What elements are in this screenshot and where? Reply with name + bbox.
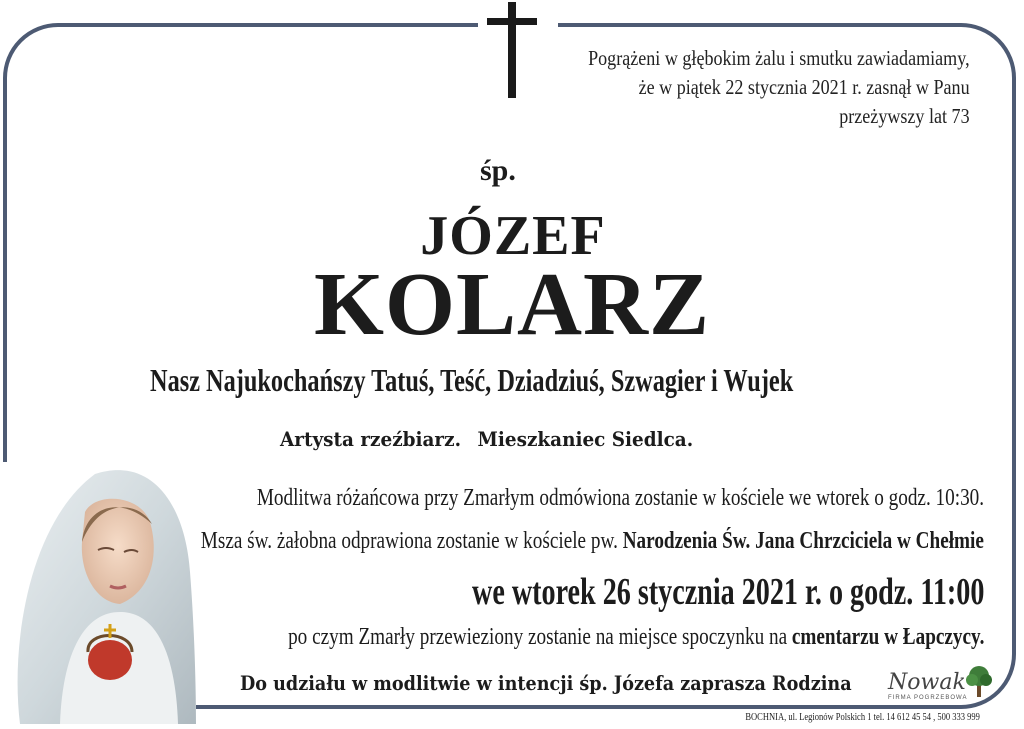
footer-contact: BOCHNIA, ul. Legionów Polskich 1 tel. 14 612 45 54 , 500 333 999 [745,712,980,723]
cross-icon [508,2,516,98]
last-name: KOLARZ [313,255,711,354]
tree-icon [964,664,994,698]
logo-subtitle: FIRMA POGRZEBOWA [888,695,968,701]
relations-line: Nasz Najukochańszy Tatuś, Teść, Dziadziuś, Szwagier i Wujek [150,362,794,398]
logo-name: Nowak [888,670,966,695]
intro-line-1: Pogrążeni w głębokim żalu i smutku zawiadamiamy, [588,46,970,70]
mass-line [201,528,984,555]
intro-line-2: że w piątek 22 stycznia 2021 r. zasnął w Panu [638,75,970,99]
residence: Mieszkaniec Siedlca. [477,427,694,451]
burial-line [288,624,984,651]
honorific: śp. [480,154,516,187]
church-name: Narodzenia Św. Jana Chrzciciela w Chełmie [622,528,984,554]
first-name: JÓZEF [420,205,606,267]
virgin-mary-image [0,462,196,724]
profession-line [280,427,693,451]
invitation-line: Do udziału w modlitwie w intencji śp. Józefa zaprasza Rodzina [240,671,852,695]
funeral-home-logo [884,664,994,706]
burial-prefix: po czym Zmarły przewieziony zostanie na miejsce spoczynku na [287,624,787,650]
intro-line-3: przeżywszy lat 73 [839,104,970,128]
mass-prefix: Msza św. żałobna odprawiona zostanie w kościele pw. [200,528,618,554]
rosary-line: Modlitwa różańcowa przy Zmarłym odmówiona zostanie w kościele we wtorek o godz. 10:30. [256,485,984,511]
intro-text [588,44,970,131]
mass-datetime: we wtorek 26 stycznia 2021 r. o godz. 11:00 [471,571,984,613]
cross-bar [487,18,537,25]
cemetery-name: cmentarzu w Łapczycy. [791,624,984,650]
profession: Artysta rzeźbiarz. [280,427,461,451]
